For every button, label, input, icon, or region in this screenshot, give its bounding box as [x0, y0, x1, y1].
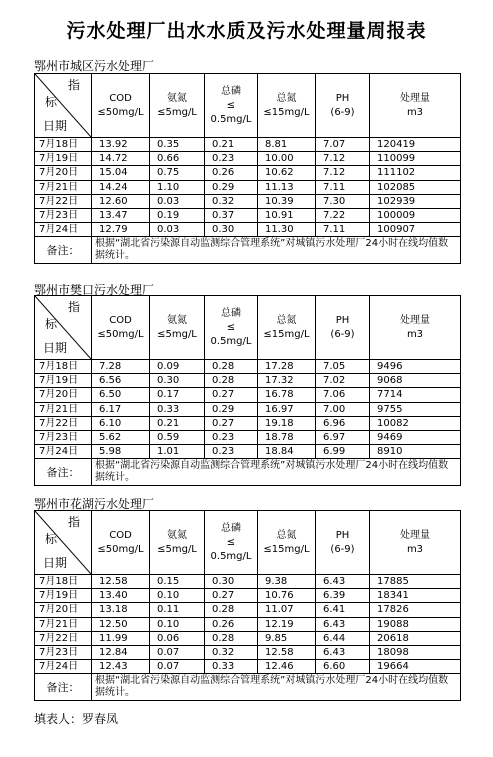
tn-cell: 10.91	[258, 208, 316, 222]
ph-cell: 6.99	[316, 445, 370, 459]
plant-name-chengqu: 鄂州市城区污水处理厂	[34, 59, 155, 73]
date-cell: 7月24日	[35, 660, 92, 674]
nh-cell: 0.30	[150, 374, 205, 388]
date-cell: 7月21日	[35, 180, 92, 194]
volume-header	[370, 511, 461, 575]
tp-cell: 0.32	[205, 645, 258, 659]
nh-cell: 0.10	[150, 617, 205, 631]
cod-cell: 13.18	[92, 603, 150, 617]
tn-cell: 18.84	[258, 445, 316, 459]
cod-header	[92, 296, 150, 360]
ammonia-header-line-1: 氨氮	[167, 93, 187, 104]
cod-cell: 12.84	[92, 645, 150, 659]
tn-cell: 8.81	[258, 138, 316, 152]
cod-header-line-1: COD	[109, 93, 132, 104]
phosphorus-header-line-1: 总磷	[221, 86, 241, 97]
nh-cell: 0.07	[150, 660, 205, 674]
date-cell: 7月24日	[35, 445, 92, 459]
ph-header	[316, 511, 370, 575]
tn-cell: 17.32	[258, 374, 316, 388]
vol-cell: 9496	[370, 360, 461, 374]
ph-header-line-2: (6-9)	[330, 329, 355, 340]
tp-cell: 0.32	[205, 194, 258, 208]
cod-cell: 6.56	[92, 374, 150, 388]
phosphorus-header-line-2: ≤	[226, 322, 236, 333]
tn-cell: 16.97	[258, 402, 316, 416]
table-row	[35, 388, 461, 402]
phosphorus-header	[205, 74, 258, 138]
date-cell: 7月23日	[35, 430, 92, 444]
nh-cell: 0.10	[150, 589, 205, 603]
ph-cell: 7.02	[316, 374, 370, 388]
cod-cell: 15.04	[92, 166, 150, 180]
nitrogen-header	[258, 511, 316, 575]
tn-cell: 18.78	[258, 430, 316, 444]
tn-cell: 9.38	[258, 575, 316, 589]
tp-cell: 0.30	[205, 223, 258, 237]
nh-cell: 0.03	[150, 194, 205, 208]
ammonia-header-line-2: ≤5mg/L	[157, 107, 197, 118]
vol-cell: 19664	[370, 660, 461, 674]
vol-cell: 9469	[370, 430, 461, 444]
cod-cell: 13.47	[92, 208, 150, 222]
indicator-label-1: 指	[68, 515, 81, 529]
phosphorus-header-line-3: 0.5mg/L	[210, 336, 252, 347]
plant-name-fankou: 鄂州市樊口污水处理厂	[34, 283, 155, 297]
nh-cell: 1.10	[150, 180, 205, 194]
cod-cell: 14.72	[92, 152, 150, 166]
date-cell: 7月21日	[35, 402, 92, 416]
table-row	[35, 138, 461, 152]
nh-cell: 0.15	[150, 575, 205, 589]
vol-cell: 18098	[370, 645, 461, 659]
date-cell: 7月22日	[35, 631, 92, 645]
table-row	[35, 603, 461, 617]
header-row	[35, 296, 461, 360]
ph-cell: 7.22	[316, 208, 370, 222]
ph-header-line-2: (6-9)	[330, 107, 355, 118]
ammonia-header-line-1: 氨氮	[167, 530, 187, 541]
cod-cell: 6.17	[92, 402, 150, 416]
table-row	[35, 223, 461, 237]
volume-header-line-2: m3	[406, 329, 424, 340]
note-row	[35, 459, 461, 486]
nh-cell: 0.33	[150, 402, 205, 416]
vol-cell: 20618	[370, 631, 461, 645]
header-row	[35, 74, 461, 138]
table-row	[35, 180, 461, 194]
ammonia-header-line-1: 氨氮	[167, 315, 187, 326]
note-row	[35, 237, 461, 264]
date-label: 日期	[43, 119, 68, 133]
tn-cell: 12.46	[258, 660, 316, 674]
corner-header-cell	[35, 511, 92, 575]
note-text: 根据“湖北省污染源自动监测综合管理系统”对城镇污水处理厂24小时在线均值数据统计。	[92, 459, 461, 486]
cod-cell: 7.28	[92, 360, 150, 374]
tn-cell: 10.76	[258, 589, 316, 603]
ph-cell: 7.30	[316, 194, 370, 208]
indicator-label-2: 标	[45, 317, 58, 331]
cod-header	[92, 511, 150, 575]
indicator-label-2: 标	[45, 532, 58, 546]
cod-cell: 5.98	[92, 445, 150, 459]
tp-cell: 0.26	[205, 166, 258, 180]
indicator-label-1: 指	[68, 300, 81, 314]
tp-cell: 0.23	[205, 445, 258, 459]
tp-cell: 0.33	[205, 660, 258, 674]
ph-cell: 7.07	[316, 138, 370, 152]
ammonia-header	[150, 511, 205, 575]
nh-cell: 0.21	[150, 416, 205, 430]
table-row	[35, 416, 461, 430]
date-cell: 7月23日	[35, 645, 92, 659]
nitrogen-header-line-1: 总氮	[276, 93, 297, 104]
filler-line	[34, 710, 118, 727]
ph-header-line-2: (6-9)	[330, 544, 355, 555]
tp-cell: 0.27	[205, 589, 258, 603]
tp-cell: 0.26	[205, 617, 258, 631]
vol-cell: 110099	[370, 152, 461, 166]
nh-cell: 0.06	[150, 631, 205, 645]
date-cell: 7月19日	[35, 152, 92, 166]
nh-cell: 0.59	[150, 430, 205, 444]
ph-cell: 6.39	[316, 589, 370, 603]
report-title: 污水处理厂出水水质及污水处理量周报表	[66, 20, 427, 42]
ph-cell: 6.43	[316, 645, 370, 659]
nh-cell: 0.07	[150, 645, 205, 659]
cod-cell: 6.10	[92, 416, 150, 430]
vol-cell: 9755	[370, 402, 461, 416]
table-row	[35, 430, 461, 444]
phosphorus-header	[205, 296, 258, 360]
ph-cell: 6.97	[316, 430, 370, 444]
cod-cell: 12.60	[92, 194, 150, 208]
filler-label: 填表人：	[34, 712, 83, 726]
nitrogen-header-line-1: 总氮	[276, 530, 297, 541]
vol-cell: 17826	[370, 603, 461, 617]
table-row	[35, 575, 461, 589]
table-row	[35, 208, 461, 222]
table-row	[35, 645, 461, 659]
ph-cell: 7.11	[316, 180, 370, 194]
indicator-label-2: 标	[45, 95, 58, 109]
nh-cell: 0.75	[150, 166, 205, 180]
vol-cell: 111102	[370, 166, 461, 180]
note-text: 根据“湖北省污染源自动监测综合管理系统”对城镇污水处理厂24小时在线均值数据统计。	[92, 237, 461, 264]
ph-cell: 6.43	[316, 617, 370, 631]
nh-cell: 0.09	[150, 360, 205, 374]
ph-cell: 7.06	[316, 388, 370, 402]
vol-cell: 19088	[370, 617, 461, 631]
ph-cell: 7.12	[316, 166, 370, 180]
vol-cell: 102939	[370, 194, 461, 208]
ammonia-header-line-2: ≤5mg/L	[157, 544, 197, 555]
note-label: 备注：	[35, 674, 92, 701]
tp-cell: 0.23	[205, 430, 258, 444]
nitrogen-header	[258, 74, 316, 138]
vol-cell: 10082	[370, 416, 461, 430]
cod-cell: 12.79	[92, 223, 150, 237]
volume-header-line-2: m3	[406, 107, 424, 118]
ph-cell: 7.05	[316, 360, 370, 374]
volume-header-line-1: 处理量	[400, 93, 430, 104]
tp-cell: 0.29	[205, 180, 258, 194]
volume-header	[370, 74, 461, 138]
ph-header	[316, 296, 370, 360]
volume-header-line-2: m3	[406, 544, 424, 555]
tp-cell: 0.30	[205, 575, 258, 589]
water-quality-table-huahu	[34, 510, 461, 701]
cod-cell: 12.50	[92, 617, 150, 631]
water-quality-table-fankou	[34, 295, 461, 486]
ph-cell: 7.11	[316, 223, 370, 237]
date-cell: 7月21日	[35, 617, 92, 631]
table-row	[35, 445, 461, 459]
cod-cell: 11.99	[92, 631, 150, 645]
date-cell: 7月20日	[35, 166, 92, 180]
volume-header-line-1: 处理量	[400, 315, 430, 326]
ammonia-header	[150, 296, 205, 360]
date-cell: 7月18日	[35, 575, 92, 589]
ph-header	[316, 74, 370, 138]
phosphorus-header-line-1: 总磷	[221, 308, 241, 319]
table-row	[35, 194, 461, 208]
tp-cell: 0.37	[205, 208, 258, 222]
table-row	[35, 374, 461, 388]
nitrogen-header-line-2: ≤15mg/L	[263, 329, 310, 340]
tp-cell: 0.29	[205, 402, 258, 416]
tp-cell: 0.21	[205, 138, 258, 152]
table-row	[35, 402, 461, 416]
table-row	[35, 152, 461, 166]
cod-cell: 6.50	[92, 388, 150, 402]
ph-header-line-1: PH	[335, 315, 350, 326]
tn-cell: 17.28	[258, 360, 316, 374]
volume-header-line-1: 处理量	[400, 530, 430, 541]
tn-cell: 16.78	[258, 388, 316, 402]
cod-cell: 14.24	[92, 180, 150, 194]
table-row	[35, 360, 461, 374]
vol-cell: 100907	[370, 223, 461, 237]
nh-cell: 0.11	[150, 603, 205, 617]
cod-cell: 12.58	[92, 575, 150, 589]
nitrogen-header-line-1: 总氮	[276, 315, 297, 326]
tp-cell: 0.27	[205, 416, 258, 430]
vol-cell: 9068	[370, 374, 461, 388]
tp-cell: 0.28	[205, 631, 258, 645]
tn-cell: 11.07	[258, 603, 316, 617]
cod-cell: 5.62	[92, 430, 150, 444]
date-cell: 7月18日	[35, 360, 92, 374]
ph-cell: 7.00	[316, 402, 370, 416]
ammonia-header	[150, 74, 205, 138]
tn-cell: 11.13	[258, 180, 316, 194]
cod-header-line-2: ≤50mg/L	[97, 544, 144, 555]
nitrogen-header	[258, 296, 316, 360]
nh-cell: 0.35	[150, 138, 205, 152]
date-label: 日期	[43, 556, 68, 570]
table-row	[35, 660, 461, 674]
note-label: 备注：	[35, 237, 92, 264]
ph-cell: 6.44	[316, 631, 370, 645]
phosphorus-header-line-3: 0.5mg/L	[210, 114, 252, 125]
date-cell: 7月22日	[35, 194, 92, 208]
corner-header-cell	[35, 74, 92, 138]
tn-cell: 10.00	[258, 152, 316, 166]
indicator-label-1: 指	[68, 78, 81, 92]
vol-cell: 102085	[370, 180, 461, 194]
tp-cell: 0.28	[205, 374, 258, 388]
tp-cell: 0.23	[205, 152, 258, 166]
cod-header-line-2: ≤50mg/L	[97, 107, 144, 118]
cod-header	[92, 74, 150, 138]
ph-cell: 6.96	[316, 416, 370, 430]
phosphorus-header-line-2: ≤	[226, 100, 236, 111]
date-cell: 7月22日	[35, 416, 92, 430]
ph-cell: 6.43	[316, 575, 370, 589]
tn-cell: 19.18	[258, 416, 316, 430]
nh-cell: 0.17	[150, 388, 205, 402]
vol-cell: 8910	[370, 445, 461, 459]
phosphorus-header-line-2: ≤	[226, 537, 236, 548]
nitrogen-header-line-2: ≤15mg/L	[263, 107, 310, 118]
phosphorus-header-line-1: 总磷	[221, 523, 241, 534]
phosphorus-header-line-3: 0.5mg/L	[210, 551, 252, 562]
note-text: 根据“湖北省污染源自动监测综合管理系统”对城镇污水处理厂24小时在线均值数据统计。	[92, 674, 461, 701]
ph-header-line-1: PH	[335, 530, 350, 541]
tn-cell: 11.30	[258, 223, 316, 237]
vol-cell: 100009	[370, 208, 461, 222]
tn-cell: 12.19	[258, 617, 316, 631]
ph-cell: 6.41	[316, 603, 370, 617]
date-cell: 7月23日	[35, 208, 92, 222]
nh-cell: 0.03	[150, 223, 205, 237]
water-quality-table-chengqu	[34, 73, 461, 264]
table-row	[35, 166, 461, 180]
nh-cell: 0.66	[150, 152, 205, 166]
date-cell: 7月20日	[35, 388, 92, 402]
ph-cell: 6.60	[316, 660, 370, 674]
vol-cell: 7714	[370, 388, 461, 402]
tp-cell: 0.28	[205, 360, 258, 374]
tp-cell: 0.27	[205, 388, 258, 402]
cod-header-line-1: COD	[109, 315, 132, 326]
cod-header-line-2: ≤50mg/L	[97, 329, 144, 340]
date-cell: 7月18日	[35, 138, 92, 152]
corner-header-cell	[35, 296, 92, 360]
date-cell: 7月20日	[35, 603, 92, 617]
filler-name: 罗春凤	[82, 712, 119, 726]
date-cell: 7月24日	[35, 223, 92, 237]
date-label: 日期	[43, 341, 68, 355]
tn-cell: 10.62	[258, 166, 316, 180]
vol-cell: 17885	[370, 575, 461, 589]
tn-cell: 12.58	[258, 645, 316, 659]
note-row	[35, 674, 461, 701]
table-row	[35, 617, 461, 631]
header-row	[35, 511, 461, 575]
nh-cell: 0.19	[150, 208, 205, 222]
ph-header-line-1: PH	[335, 93, 350, 104]
cod-header-line-1: COD	[109, 530, 132, 541]
cod-cell: 12.43	[92, 660, 150, 674]
note-label: 备注：	[35, 459, 92, 486]
tp-cell: 0.28	[205, 603, 258, 617]
tn-cell: 10.39	[258, 194, 316, 208]
date-cell: 7月19日	[35, 374, 92, 388]
date-cell: 7月19日	[35, 589, 92, 603]
cod-cell: 13.92	[92, 138, 150, 152]
plant-name-huahu: 鄂州市花湖污水处理厂	[34, 497, 155, 511]
tn-cell: 9.85	[258, 631, 316, 645]
table-row	[35, 631, 461, 645]
phosphorus-header	[205, 511, 258, 575]
ammonia-header-line-2: ≤5mg/L	[157, 329, 197, 340]
cod-cell: 13.40	[92, 589, 150, 603]
table-row	[35, 589, 461, 603]
nitrogen-header-line-2: ≤15mg/L	[263, 544, 310, 555]
vol-cell: 18341	[370, 589, 461, 603]
volume-header	[370, 296, 461, 360]
ph-cell: 7.12	[316, 152, 370, 166]
nh-cell: 1.01	[150, 445, 205, 459]
vol-cell: 120419	[370, 138, 461, 152]
